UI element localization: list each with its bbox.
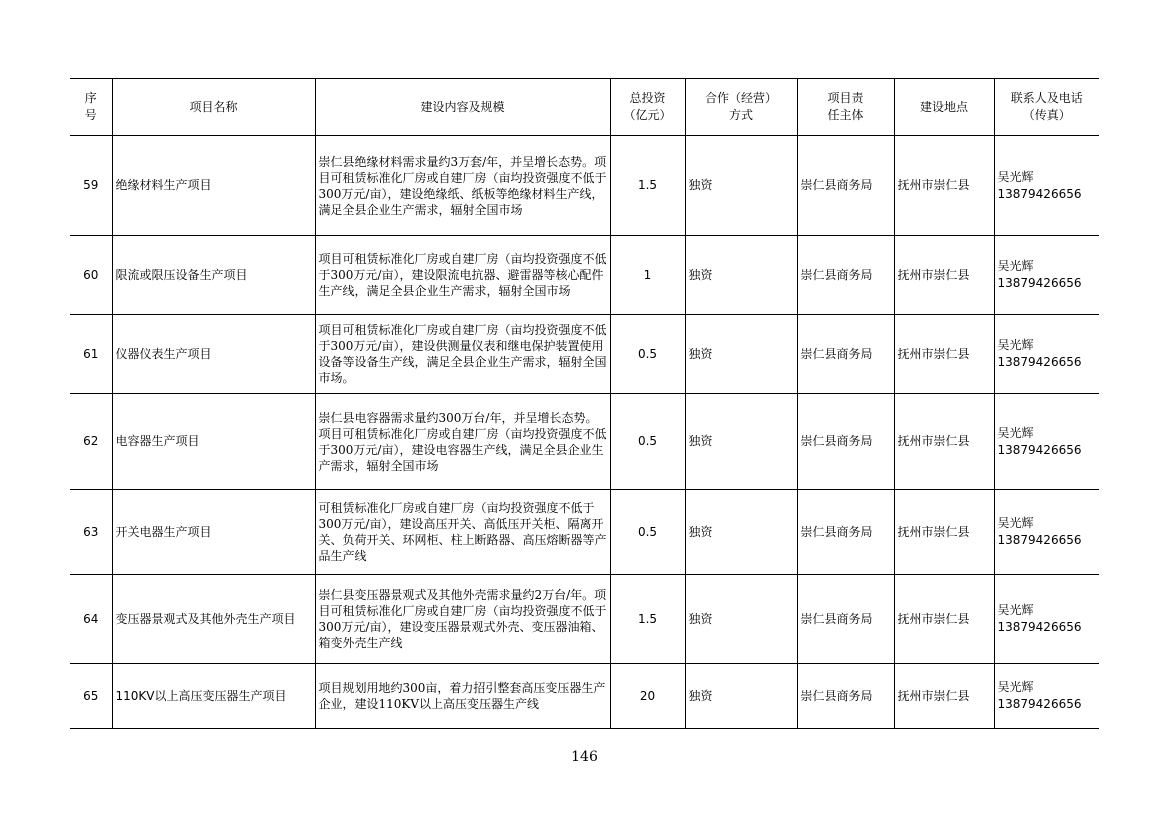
row-investment: 1.5 (610, 136, 685, 236)
header-content: 建设内容及规模 (315, 79, 610, 136)
contact-name: 吴光辉 (997, 603, 1034, 617)
contact-phone: 13879426656 (997, 186, 1082, 201)
table-row (70, 664, 1099, 729)
row-responsible: 崇仁县商务局 (797, 315, 894, 394)
row-investment: 1 (610, 236, 685, 315)
row-name: 限流或限压设备生产项目 (112, 236, 315, 315)
row-contact (994, 490, 1099, 575)
row-investment: 1.5 (610, 575, 685, 664)
header-contact: 联系人及电话 （传真） (994, 79, 1099, 136)
row-content: 崇仁县电容器需求量约300万台/年，并呈增长态势。项目可租赁标准化厂房或自建厂房（亩均投资强度不低于300万元/亩），建设电容器生产线，满足全县企业生产需求，辐射全国市场 (315, 394, 610, 490)
row-investment: 0.5 (610, 315, 685, 394)
row-responsible: 崇仁县商务局 (797, 394, 894, 490)
row-name: 仪器仪表生产项目 (112, 315, 315, 394)
contact-phone: 13879426656 (997, 697, 1082, 711)
header-responsible: 项目责 任主体 (797, 79, 894, 136)
row-name: 开关电器生产项目 (112, 490, 315, 575)
row-location: 抚州市崇仁县 (894, 136, 994, 236)
row-responsible: 崇仁县商务局 (797, 236, 894, 315)
row-responsible: 崇仁县商务局 (797, 575, 894, 664)
row-contact (994, 664, 1099, 729)
table-row (70, 315, 1099, 394)
project-table (70, 78, 1099, 729)
header-location: 建设地点 (894, 79, 994, 136)
row-investment: 0.5 (610, 394, 685, 490)
row-location: 抚州市崇仁县 (894, 315, 994, 394)
table-row (70, 394, 1099, 490)
table-row (70, 236, 1099, 315)
row-cooperation: 独资 (685, 315, 797, 394)
row-seq: 61 (70, 315, 112, 394)
row-content: 可租赁标准化厂房或自建厂房（亩均投资强度不低于300万元/亩），建设高压开关、高低压开关柜、隔离开关、负荷开关、环网柜、柱上断路器、高压熔断器等产品生产线 (315, 490, 610, 575)
table-header-row (70, 79, 1099, 136)
row-investment: 20 (610, 664, 685, 729)
contact-name: 吴光辉 (997, 338, 1034, 352)
row-cooperation: 独资 (685, 575, 797, 664)
row-cooperation: 独资 (685, 490, 797, 575)
row-cooperation: 独资 (685, 136, 797, 236)
row-responsible: 崇仁县商务局 (797, 136, 894, 236)
row-seq: 65 (70, 664, 112, 729)
row-cooperation: 独资 (685, 236, 797, 315)
row-content: 项目规划用地约300亩，着力招引整套高压变压器生产企业，建设110KV以上高压变压器生产线 (315, 664, 610, 729)
row-contact (994, 236, 1099, 315)
header-name: 项目名称 (112, 79, 315, 136)
contact-phone: 13879426656 (997, 276, 1082, 290)
row-responsible: 崇仁县商务局 (797, 664, 894, 729)
contact-name: 吴光辉 (997, 516, 1034, 530)
row-name: 绝缘材料生产项目 (112, 136, 315, 236)
row-location: 抚州市崇仁县 (894, 236, 994, 315)
header-cooperation: 合作（经营） 方式 (685, 79, 797, 136)
contact-name: 吴光辉 (997, 259, 1034, 273)
contact-name: 吴光辉 (997, 425, 1034, 440)
row-seq: 64 (70, 575, 112, 664)
row-contact (994, 136, 1099, 236)
row-name: 变压器景观式及其他外壳生产项目 (112, 575, 315, 664)
contact-phone: 13879426656 (997, 533, 1082, 547)
header-seq: 序 号 (70, 79, 112, 136)
row-contact (994, 315, 1099, 394)
row-content: 项目可租赁标准化厂房或自建厂房（亩均投资强度不低于300万元/亩），建设供测量仪表和继电保护装置使用设备等设备生产线，满足全县企业生产需求，辐射全国市场。 (315, 315, 610, 394)
row-name: 110KV以上高压变压器生产项目 (112, 664, 315, 729)
row-investment: 0.5 (610, 490, 685, 575)
row-content: 崇仁县绝缘材料需求量约3万套/年，并呈增长态势。项目可租赁标准化厂房或自建厂房（亩均投资强度不低于300万元/亩），建设绝缘纸、纸板等绝缘材料生产线，满足全县企业生产需求，辐射全国市场 (315, 136, 610, 236)
row-seq: 63 (70, 490, 112, 575)
row-location: 抚州市崇仁县 (894, 575, 994, 664)
contact-name: 吴光辉 (997, 680, 1034, 694)
row-content: 崇仁县变压器景观式及其他外壳需求量约2万台/年。项目可租赁标准化厂房或自建厂房（亩均投资强度不低于300万元/亩），建设变压器景观式外壳、变压器油箱、箱变外壳生产线 (315, 575, 610, 664)
row-name: 电容器生产项目 (112, 394, 315, 490)
contact-phone: 13879426656 (997, 442, 1082, 457)
row-location: 抚州市崇仁县 (894, 490, 994, 575)
row-contact (994, 394, 1099, 490)
row-content: 项目可租赁标准化厂房或自建厂房（亩均投资强度不低于300万元/亩），建设限流电抗器、避雷器等核心配件生产线，满足全县企业生产需求，辐射全国市场 (315, 236, 610, 315)
table-row (70, 136, 1099, 236)
row-seq: 59 (70, 136, 112, 236)
page-number: 146 (571, 749, 598, 765)
row-cooperation: 独资 (685, 394, 797, 490)
row-contact (994, 575, 1099, 664)
table-row (70, 490, 1099, 575)
contact-phone: 13879426656 (997, 620, 1082, 634)
table-row (70, 575, 1099, 664)
row-seq: 62 (70, 394, 112, 490)
row-seq: 60 (70, 236, 112, 315)
row-cooperation: 独资 (685, 664, 797, 729)
row-location: 抚州市崇仁县 (894, 664, 994, 729)
row-location: 抚州市崇仁县 (894, 394, 994, 490)
contact-name: 吴光辉 (997, 169, 1034, 184)
row-responsible: 崇仁县商务局 (797, 490, 894, 575)
header-investment: 总投资 （亿元） (610, 79, 685, 136)
contact-phone: 13879426656 (997, 355, 1082, 369)
